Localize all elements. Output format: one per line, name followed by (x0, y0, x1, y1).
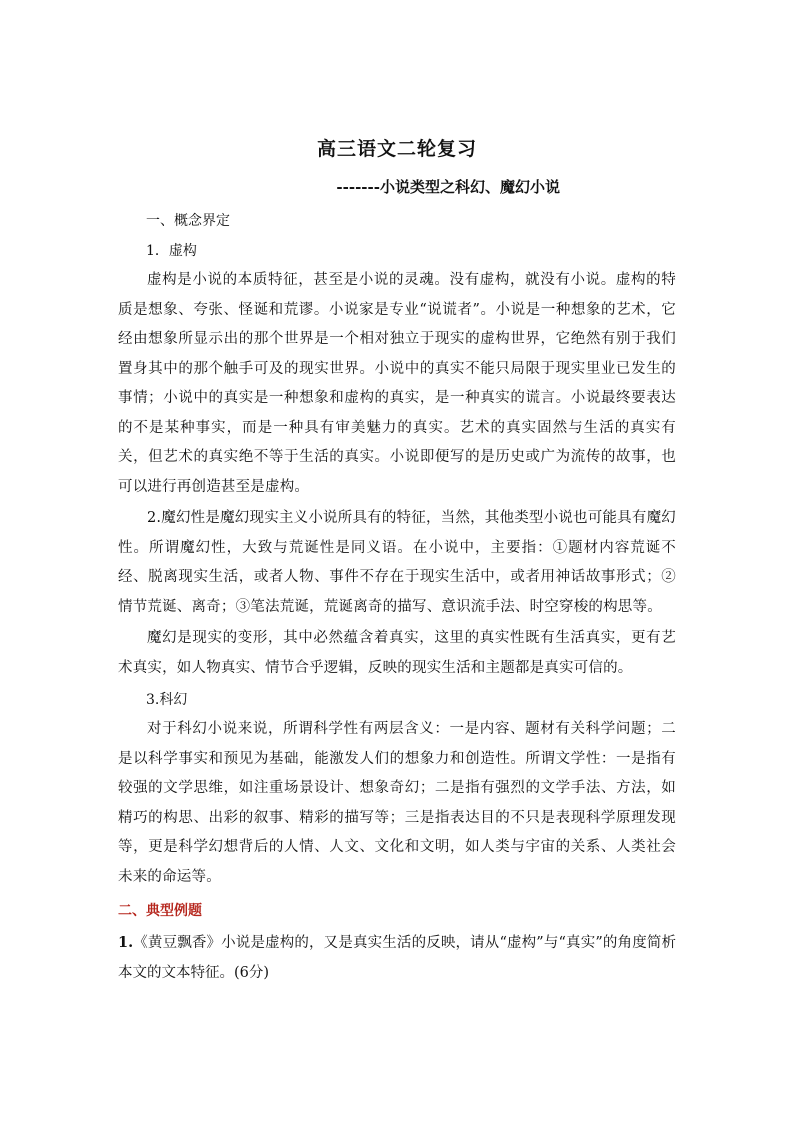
section-heading-concepts: 一、概念界定 (146, 213, 230, 229)
question-1 (118, 928, 676, 988)
section-heading-examples: 二、典型例题 (118, 903, 202, 919)
document-subtitle: -------小说类型之科幻、魔幻小说 (336, 178, 560, 196)
paragraph-scifi: 对于科幻小说来说，所谓科学性有两层含义：一是内容、题材有关科学问题；二是以科学事实和预见为基础，能激发人们的想象力和创造性。所谓文学性：一是指有较强的文学思维，如注重场景设计、想象奇幻；二是指有强烈的文学手法、方法，如精巧的构思、出彩的叙事、精彩的描写等；三是指表达目的不只是表现科学原理发现等，更是科学幻想背后的人情、人文、文化和文明，如人类与宇宙的关系、人类社会未来的命运等。 (118, 721, 676, 885)
document-title: 高三语文二轮复习 (316, 138, 477, 160)
item-heading-scifi: 3.科幻 (146, 692, 188, 708)
paragraph-magic-reality: 魔幻是现实的变形，其中必然蕴含着真实，这里的真实性既有生活真实，更有艺术真实，如人物真实、情节合乎逻辑，反映的现实生活和主题都是真实可信的。 (118, 630, 676, 676)
document-page (118, 132, 676, 988)
question-1-number: 1. (118, 934, 134, 951)
paragraph-magic: 2.魔幻性是魔幻现实主义小说所具有的特征，当然，其他类型小说也可能具有魔幻性。所谓魔幻性，大致与荒诞性是同义语。在小说中，主要指：①题材内容荒诞不经、脱离现实生活，或者人物、事件不存在于现实生活中，或者用神话故事形式；②情节荒诞、离奇；③笔法荒诞，荒诞离奇的描写、意识流手法、时空穿梭的构思等。 (118, 510, 676, 615)
question-1-text: 《黄豆飘香》小说是虚构的，又是真实生活的反映，请从“虚构”与“真实”的角度简析本文的文本特征。(6分) (118, 935, 676, 981)
paragraph-fiction: 虚构是小说的本质特征，甚至是小说的灵魂。没有虚构，就没有小说。虚构的特质是想象、夸张、怪诞和荒谬。小说家是专业“说谎者”。小说是一种想象的艺术，它经由想象所显示出的那个世界是一个相对独立于现实的虚构世界，它绝然有别于我们置身其中的那个触手可及的现实世界。小说中的真实不能只局限于现实里业已发生的事情；小说中的真实是一种想象和虚构的真实，是一种真实的谎言。小说最终要表达的不是某种事实，而是一种具有审美魅力的真实。艺术的真实固然与生活的真实有关，但艺术的真实绝不等于生活的真实。小说即便写的是历史或广为流传的故事，也可以进行再创造甚至是虚构。 (118, 272, 676, 495)
item-heading-fiction: 1．虚构 (146, 243, 197, 259)
